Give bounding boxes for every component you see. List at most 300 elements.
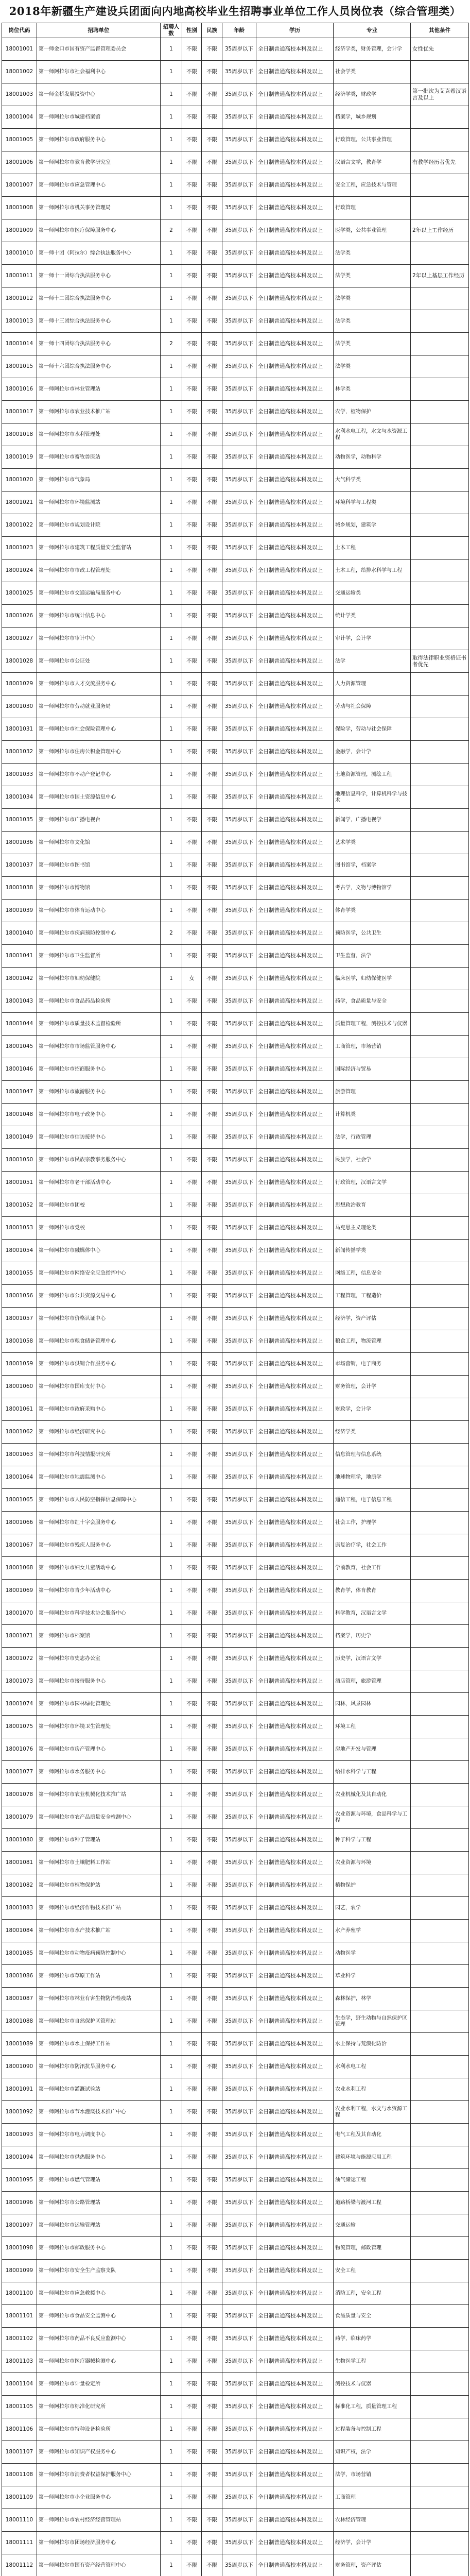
education-cell: 全日制普通高校本科及以上	[256, 2373, 334, 2396]
table-row	[2, 1013, 469, 1036]
table-row	[2, 1240, 469, 1262]
age-cell: 35周岁以下	[222, 1716, 256, 1738]
unit-cell: 第一师阿拉尔市不动产登记中心	[37, 764, 161, 786]
table-row	[2, 537, 469, 560]
age-cell: 35周岁以下	[222, 560, 256, 582]
table-row	[2, 83, 469, 106]
gender-cell: 不限	[182, 219, 202, 242]
count-cell: 1	[161, 2146, 182, 2169]
ethnicity-cell: 不限	[202, 877, 222, 900]
count-cell: 1	[161, 1942, 182, 1965]
job-code-cell: 18001076	[2, 1738, 37, 1761]
education-cell: 全日制普通高校本科及以上	[256, 2418, 334, 2441]
education-cell: 全日制普通高校本科及以上	[256, 1874, 334, 1897]
job-code-cell: 18001025	[2, 582, 37, 605]
job-code-cell: 18001023	[2, 537, 37, 560]
major-cell: 通信工程，电子信息工程	[334, 1489, 411, 1512]
col-header-ethnicity: 民族	[202, 23, 222, 38]
job-code-cell: 18001029	[2, 673, 37, 696]
age-cell: 35周岁以下	[222, 900, 256, 922]
age-cell: 35周岁以下	[222, 1693, 256, 1716]
age-cell: 35周岁以下	[222, 628, 256, 650]
table-row	[2, 2282, 469, 2305]
other-cell	[411, 1104, 469, 1126]
other-cell	[411, 174, 469, 197]
table-row	[2, 2373, 469, 2396]
unit-cell: 第一师阿拉尔市林业管理站	[37, 378, 161, 401]
unit-cell: 第一师阿拉尔市农村经济经营管理站	[37, 2509, 161, 2532]
age-cell: 35周岁以下	[222, 1149, 256, 1172]
age-cell: 35周岁以下	[222, 2124, 256, 2146]
age-cell: 35周岁以下	[222, 151, 256, 174]
ethnicity-cell: 不限	[202, 673, 222, 696]
job-code-cell: 18001041	[2, 945, 37, 968]
unit-cell: 第一师阿拉尔市旅游服务中心	[37, 1081, 161, 1104]
table-row	[2, 2237, 469, 2260]
gender-cell: 不限	[182, 718, 202, 741]
other-cell	[411, 2464, 469, 2486]
education-cell: 全日制普通高校本科及以上	[256, 1716, 334, 1738]
age-cell: 35周岁以下	[222, 2010, 256, 2033]
ethnicity-cell: 不限	[202, 1376, 222, 1398]
count-cell: 1	[161, 1036, 182, 1058]
other-cell	[411, 1444, 469, 1466]
job-code-cell: 18001096	[2, 2192, 37, 2214]
table-row	[2, 1874, 469, 1897]
job-table	[2, 23, 469, 2576]
unit-cell: 第一师阿拉尔市规划设计院	[37, 514, 161, 537]
age-cell: 35周岁以下	[222, 1784, 256, 1806]
table-row	[2, 469, 469, 492]
other-cell	[411, 1988, 469, 2010]
other-cell	[411, 1761, 469, 1784]
unit-cell: 第一师阿拉尔市邮政服务中心	[37, 2237, 161, 2260]
education-cell: 全日制普通高校本科及以上	[256, 1353, 334, 1376]
table-row	[2, 968, 469, 990]
education-cell: 全日制普通高校本科及以上	[256, 1920, 334, 1942]
unit-cell: 第一师阿拉尔市医疗器械检测中心	[37, 2350, 161, 2373]
ethnicity-cell: 不限	[202, 968, 222, 990]
gender-cell: 不限	[182, 764, 202, 786]
education-cell: 全日制普通高校本科及以上	[256, 945, 334, 968]
unit-cell: 第一师阿拉尔市林业有害生物防治检疫站	[37, 1988, 161, 2010]
unit-cell: 第一师阿拉尔市水务服务中心	[37, 1761, 161, 1784]
major-cell: 卫生监督，法学	[334, 945, 411, 968]
job-code-cell: 18001084	[2, 1920, 37, 1942]
major-cell: 水产养殖学	[334, 1920, 411, 1942]
age-cell: 35周岁以下	[222, 741, 256, 764]
table-row	[2, 1670, 469, 1693]
table-row	[2, 560, 469, 582]
education-cell: 全日制普通高校本科及以上	[256, 2214, 334, 2237]
unit-cell: 第一师阿拉尔市经济研究中心	[37, 1421, 161, 1444]
job-code-cell: 18001001	[2, 38, 37, 61]
unit-cell: 第一师阿拉尔市药品不良反应监测中心	[37, 2328, 161, 2350]
job-code-cell: 18001098	[2, 2237, 37, 2260]
unit-cell: 第一师阿拉尔市融媒体中心	[37, 1240, 161, 1262]
ethnicity-cell: 不限	[202, 129, 222, 151]
table-row	[2, 287, 469, 310]
job-code-cell: 18001103	[2, 2350, 37, 2373]
age-cell: 35周岁以下	[222, 1081, 256, 1104]
ethnicity-cell: 不限	[202, 1240, 222, 1262]
major-cell: 法学类	[334, 242, 411, 265]
col-header-age: 年龄	[222, 23, 256, 38]
table-row	[2, 718, 469, 741]
age-cell: 35周岁以下	[222, 945, 256, 968]
ethnicity-cell: 不限	[202, 1444, 222, 1466]
education-cell: 全日制普通高校本科及以上	[256, 2532, 334, 2554]
other-cell	[411, 1693, 469, 1716]
count-cell: 1	[161, 1965, 182, 1988]
other-cell	[411, 1602, 469, 1625]
job-code-cell: 18001064	[2, 1466, 37, 1489]
education-cell: 全日制普通高校本科及以上	[256, 423, 334, 446]
job-code-cell: 18001082	[2, 1874, 37, 1897]
count-cell: 1	[161, 696, 182, 718]
gender-cell: 不限	[182, 786, 202, 809]
other-cell	[411, 1738, 469, 1761]
table-row	[2, 2214, 469, 2237]
education-cell: 全日制普通高校本科及以上	[256, 1534, 334, 1557]
ethnicity-cell: 不限	[202, 764, 222, 786]
unit-cell: 第一师阿拉尔市教育教学研究室	[37, 151, 161, 174]
table-row	[2, 2350, 469, 2373]
education-cell: 全日制普通高校本科及以上	[256, 1149, 334, 1172]
unit-cell: 第一师阿拉尔市电子政务中心	[37, 1104, 161, 1126]
ethnicity-cell: 不限	[202, 2056, 222, 2078]
job-code-cell: 18001028	[2, 650, 37, 673]
table-row	[2, 2169, 469, 2192]
age-cell: 35周岁以下	[222, 1421, 256, 1444]
unit-cell: 第一师阿拉尔市环境监测站	[37, 492, 161, 514]
job-code-cell: 18001094	[2, 2146, 37, 2169]
ethnicity-cell: 不限	[202, 1920, 222, 1942]
other-cell	[411, 2328, 469, 2350]
table-row	[2, 2328, 469, 2350]
education-cell: 全日制普通高校本科及以上	[256, 1806, 334, 1829]
count-cell: 1	[161, 809, 182, 832]
job-code-cell: 18001027	[2, 628, 37, 650]
age-cell: 35周岁以下	[222, 786, 256, 809]
ethnicity-cell: 不限	[202, 2350, 222, 2373]
major-cell: 康复治疗学，社会工作	[334, 1534, 411, 1557]
count-cell: 1	[161, 446, 182, 469]
gender-cell: 不限	[182, 696, 202, 718]
other-cell	[411, 378, 469, 401]
job-code-cell: 18001063	[2, 1444, 37, 1466]
gender-cell: 不限	[182, 61, 202, 83]
table-row	[2, 2305, 469, 2328]
education-cell: 全日制普通高校本科及以上	[256, 2260, 334, 2282]
unit-cell: 第一师阿拉尔市水土保持工作站	[37, 2033, 161, 2056]
gender-cell: 不限	[182, 2124, 202, 2146]
count-cell: 1	[161, 605, 182, 628]
gender-cell: 不限	[182, 333, 202, 355]
gender-cell: 不限	[182, 174, 202, 197]
education-cell: 全日制普通高校本科及以上	[256, 1285, 334, 1308]
age-cell: 35周岁以下	[222, 265, 256, 287]
education-cell: 全日制普通高校本科及以上	[256, 582, 334, 605]
count-cell: 1	[161, 514, 182, 537]
education-cell: 全日制普通高校本科及以上	[256, 968, 334, 990]
gender-cell: 不限	[182, 1602, 202, 1625]
unit-cell: 第一师阿拉尔市妇幼保健院	[37, 968, 161, 990]
table-row	[2, 2056, 469, 2078]
table-row	[2, 2260, 469, 2282]
other-cell	[411, 2101, 469, 2124]
education-cell: 全日制普通高校本科及以上	[256, 696, 334, 718]
count-cell: 1	[161, 265, 182, 287]
ethnicity-cell: 不限	[202, 1965, 222, 1988]
table-row	[2, 1081, 469, 1104]
other-cell	[411, 1716, 469, 1738]
education-cell: 全日制普通高校本科及以上	[256, 1897, 334, 1920]
job-code-cell: 18001006	[2, 151, 37, 174]
table-row	[2, 900, 469, 922]
table-row	[2, 2396, 469, 2418]
major-cell: 法学，市场营销	[334, 2464, 411, 2486]
age-cell: 35周岁以下	[222, 764, 256, 786]
gender-cell: 不限	[182, 2554, 202, 2576]
age-cell: 35周岁以下	[222, 1262, 256, 1285]
age-cell: 35周岁以下	[222, 968, 256, 990]
education-cell: 全日制普通高校本科及以上	[256, 1738, 334, 1761]
job-code-cell: 18001100	[2, 2282, 37, 2305]
unit-cell: 第一师阿拉尔市科技情报研究所	[37, 1444, 161, 1466]
count-cell: 1	[161, 355, 182, 378]
major-cell: 农业资源与环境	[334, 1852, 411, 1874]
other-cell	[411, 242, 469, 265]
age-cell: 35周岁以下	[222, 83, 256, 106]
age-cell: 35周岁以下	[222, 219, 256, 242]
count-cell: 1	[161, 990, 182, 1013]
table-row	[2, 650, 469, 673]
table-row	[2, 2124, 469, 2146]
table-row	[2, 1376, 469, 1398]
job-code-cell: 18001052	[2, 1194, 37, 1217]
table-row	[2, 1942, 469, 1965]
table-row	[2, 809, 469, 832]
table-row	[2, 1693, 469, 1716]
major-cell: 行政管理，汉语言文学	[334, 1172, 411, 1194]
major-cell: 历史学，汉语言文学	[334, 1648, 411, 1670]
age-cell: 35周岁以下	[222, 582, 256, 605]
count-cell: 1	[161, 1194, 182, 1217]
major-cell: 园艺，农学	[334, 1897, 411, 1920]
ethnicity-cell: 不限	[202, 741, 222, 764]
unit-cell: 第一师阿拉尔市人才交流服务中心	[37, 673, 161, 696]
education-cell: 全日制普通高校本科及以上	[256, 1036, 334, 1058]
education-cell: 全日制普通高校本科及以上	[256, 2124, 334, 2146]
count-cell: 1	[161, 741, 182, 764]
gender-cell: 不限	[182, 2350, 202, 2373]
table-row	[2, 1920, 469, 1942]
major-cell: 农业水利工程	[334, 2078, 411, 2101]
age-cell: 35周岁以下	[222, 2260, 256, 2282]
age-cell: 35周岁以下	[222, 401, 256, 423]
education-cell: 全日制普通高校本科及以上	[256, 922, 334, 945]
major-cell: 国际经济与贸易	[334, 1058, 411, 1081]
count-cell: 1	[161, 197, 182, 219]
table-row	[2, 61, 469, 83]
gender-cell: 不限	[182, 1648, 202, 1670]
unit-cell: 第一师阿拉尔市地震监测中心	[37, 1466, 161, 1489]
age-cell: 35周岁以下	[222, 2101, 256, 2124]
education-cell: 全日制普通高校本科及以上	[256, 1194, 334, 1217]
gender-cell: 不限	[182, 560, 202, 582]
table-row	[2, 2010, 469, 2033]
count-cell: 1	[161, 106, 182, 129]
age-cell: 35周岁以下	[222, 446, 256, 469]
job-code-cell: 18001007	[2, 174, 37, 197]
table-row	[2, 1648, 469, 1670]
gender-cell: 不限	[182, 1988, 202, 2010]
unit-cell: 第一师阿拉尔市妇女儿童活动中心	[37, 1557, 161, 1580]
job-code-cell: 18001045	[2, 1036, 37, 1058]
gender-cell: 不限	[182, 2305, 202, 2328]
table-row	[2, 1353, 469, 1376]
education-cell: 全日制普通高校本科及以上	[256, 537, 334, 560]
ethnicity-cell: 不限	[202, 1353, 222, 1376]
gender-cell: 不限	[182, 1965, 202, 1988]
table-row	[2, 990, 469, 1013]
other-cell	[411, 2486, 469, 2509]
ethnicity-cell: 不限	[202, 582, 222, 605]
major-cell: 消防工程，安全工程	[334, 2282, 411, 2305]
ethnicity-cell: 不限	[202, 1058, 222, 1081]
education-cell: 全日制普通高校本科及以上	[256, 1013, 334, 1036]
ethnicity-cell: 不限	[202, 2124, 222, 2146]
count-cell: 1	[161, 2441, 182, 2464]
other-cell	[411, 2396, 469, 2418]
age-cell: 35周岁以下	[222, 129, 256, 151]
count-cell: 1	[161, 2214, 182, 2237]
gender-cell: 不限	[182, 1194, 202, 1217]
ethnicity-cell: 不限	[202, 1852, 222, 1874]
age-cell: 35周岁以下	[222, 38, 256, 61]
unit-cell: 第一师阿拉尔市园林绿化管理处	[37, 1693, 161, 1716]
other-cell	[411, 2237, 469, 2260]
count-cell: 1	[161, 582, 182, 605]
gender-cell: 不限	[182, 2532, 202, 2554]
table-row	[2, 2554, 469, 2576]
education-cell: 全日制普通高校本科及以上	[256, 355, 334, 378]
ethnicity-cell: 不限	[202, 1013, 222, 1036]
unit-cell: 第一师阿拉尔市植物保护站	[37, 1874, 161, 1897]
table-row	[2, 2192, 469, 2214]
other-cell	[411, 673, 469, 696]
job-code-cell: 18001088	[2, 2010, 37, 2033]
age-cell: 35周岁以下	[222, 378, 256, 401]
age-cell: 35周岁以下	[222, 2373, 256, 2396]
ethnicity-cell: 不限	[202, 287, 222, 310]
education-cell: 全日制普通高校本科及以上	[256, 1602, 334, 1625]
count-cell: 1	[161, 1285, 182, 1308]
gender-cell: 不限	[182, 2509, 202, 2532]
major-cell: 林学类	[334, 378, 411, 401]
table-row	[2, 1285, 469, 1308]
age-cell: 35周岁以下	[222, 1376, 256, 1398]
ethnicity-cell: 不限	[202, 1648, 222, 1670]
major-cell: 植物保护	[334, 1874, 411, 1897]
job-code-cell: 18001110	[2, 2509, 37, 2532]
table-row	[2, 106, 469, 129]
other-cell	[411, 61, 469, 83]
education-cell: 全日制普通高校本科及以上	[256, 242, 334, 265]
count-cell: 1	[161, 1376, 182, 1398]
other-cell	[411, 1534, 469, 1557]
major-cell: 地理信息科学，计算机科学与技术	[334, 786, 411, 809]
table-row	[2, 2078, 469, 2101]
table-row	[2, 1194, 469, 1217]
ethnicity-cell: 不限	[202, 1466, 222, 1489]
other-cell	[411, 968, 469, 990]
job-code-cell: 18001016	[2, 378, 37, 401]
job-code-cell: 18001050	[2, 1149, 37, 1172]
age-cell: 35周岁以下	[222, 1874, 256, 1897]
job-code-cell: 18001046	[2, 1058, 37, 1081]
ethnicity-cell: 不限	[202, 1194, 222, 1217]
major-cell: 建筑环境与能源应用工程	[334, 2146, 411, 2169]
count-cell: 1	[161, 1829, 182, 1852]
unit-cell: 第一师阿拉尔市民族宗教事务服务中心	[37, 1149, 161, 1172]
other-cell	[411, 1874, 469, 1897]
gender-cell: 不限	[182, 1738, 202, 1761]
table-row	[2, 174, 469, 197]
education-cell: 全日制普通高校本科及以上	[256, 2101, 334, 2124]
gender-cell: 不限	[182, 1013, 202, 1036]
education-cell: 全日制普通高校本科及以上	[256, 514, 334, 537]
age-cell: 35周岁以下	[222, 1829, 256, 1852]
gender-cell: 不限	[182, 2396, 202, 2418]
other-cell	[411, 1172, 469, 1194]
gender-cell: 不限	[182, 1149, 202, 1172]
table-row	[2, 1444, 469, 1466]
gender-cell: 不限	[182, 265, 202, 287]
count-cell: 2	[161, 219, 182, 242]
education-cell: 全日制普通高校本科及以上	[256, 2237, 334, 2260]
major-cell: 城乡规划，建筑学	[334, 514, 411, 537]
other-cell	[411, 469, 469, 492]
count-cell: 1	[161, 2010, 182, 2033]
other-cell	[411, 628, 469, 650]
job-code-cell: 18001003	[2, 83, 37, 106]
major-cell: 汉语言文学，教育学	[334, 151, 411, 174]
ethnicity-cell: 不限	[202, 1172, 222, 1194]
education-cell: 全日制普通高校本科及以上	[256, 1330, 334, 1353]
ethnicity-cell: 不限	[202, 2033, 222, 2056]
gender-cell: 不限	[182, 197, 202, 219]
job-code-cell: 18001090	[2, 2056, 37, 2078]
job-code-cell: 18001071	[2, 1625, 37, 1648]
other-cell	[411, 2418, 469, 2441]
count-cell: 1	[161, 2486, 182, 2509]
major-cell: 标准化工程，质量管理工程	[334, 2396, 411, 2418]
major-cell: 考古学，文物与博物馆学	[334, 877, 411, 900]
count-cell: 1	[161, 61, 182, 83]
gender-cell: 不限	[182, 1240, 202, 1262]
job-code-cell: 18001054	[2, 1240, 37, 1262]
other-cell	[411, 832, 469, 854]
major-cell: 食品质量与安全	[334, 2305, 411, 2328]
gender-cell: 不限	[182, 378, 202, 401]
ethnicity-cell: 不限	[202, 265, 222, 287]
count-cell: 1	[161, 1534, 182, 1557]
table-row	[2, 832, 469, 854]
job-code-cell: 18001051	[2, 1172, 37, 1194]
job-code-cell: 18001024	[2, 560, 37, 582]
